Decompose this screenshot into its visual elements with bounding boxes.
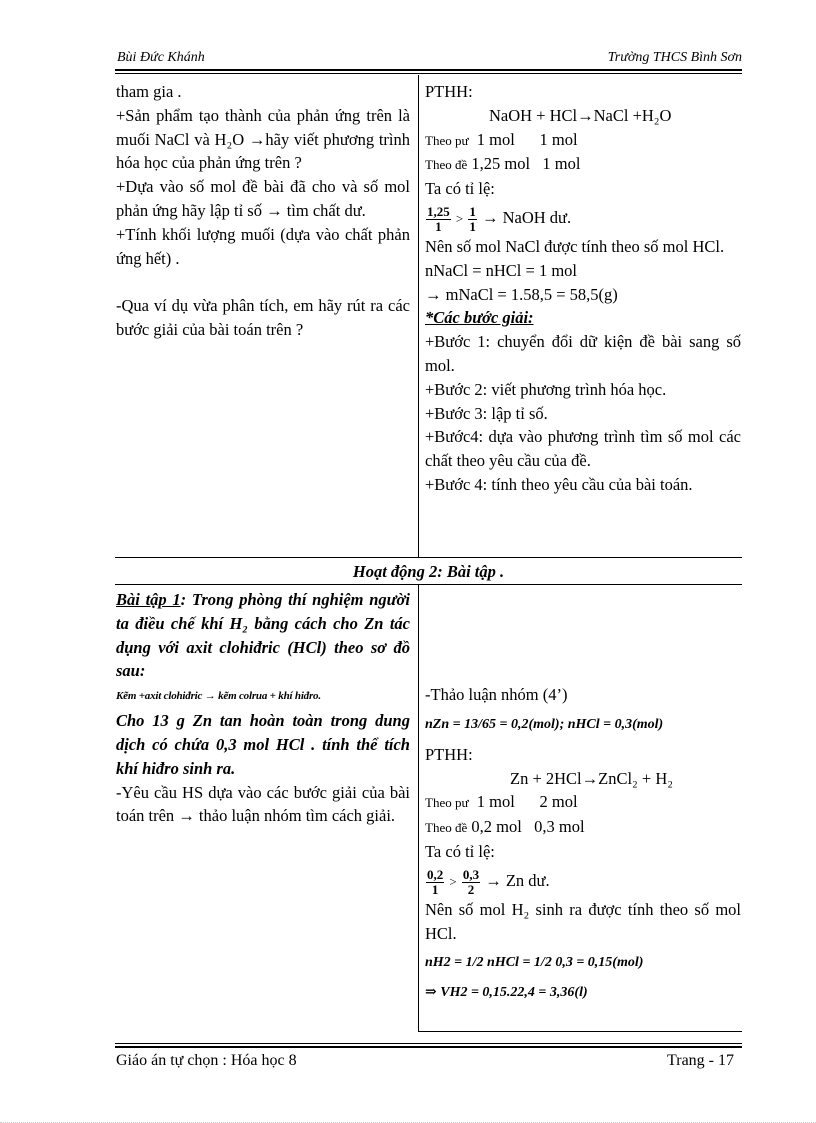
footer-rule-thin (115, 1043, 742, 1044)
instruction: -Yêu cầu HS dựa vào các bước giải của bài toán trên → thảo luận nhóm tìm cách giải. (116, 782, 410, 826)
header-rule (115, 69, 742, 71)
page-number: Trang - 17 (667, 1052, 734, 1069)
header-author: Bùi Đức Khánh (117, 50, 205, 65)
fraction: $\frac{0,3}{2}$ (462, 866, 480, 897)
step-item: +Bước 3: lập tỉ số. (425, 403, 548, 423)
step-item: +Bước 2: viết phương trình hóa học. (425, 379, 667, 399)
activity-title: Hoạt động 2: Bài tập . (352, 562, 505, 581)
row-divider (418, 1031, 742, 1032)
pthh-label: PTHH: (425, 82, 473, 101)
row-divider (115, 557, 742, 558)
ratio-expression (425, 864, 741, 898)
text-line: +Sản phẩm tạo thành của phản ứng trên là muối NaCl và H₂O →hãy viết phương trình hóa học của phản ứng trên ? (116, 105, 410, 173)
moles-line: nZn = 13/65 = 0,2(mol); nHCl = 0,3(mol) (425, 716, 664, 732)
n-line: nNaCl = nHCl = 1 mol (425, 260, 577, 280)
footer-title: Giáo án tự chọn : Hóa học 8 (116, 1052, 297, 1069)
theo-de-values: 0,2 mol 0,3 mol (471, 817, 585, 837)
m-line: → mNaCl = 1.58,5 = 58,5(g) (425, 284, 618, 304)
ratio-intro: Ta có tỉ lệ: (425, 179, 495, 199)
header-school: Trường THCS Bình Sơn (607, 50, 742, 65)
steps-title: *Các bước giải: (425, 308, 534, 328)
ratio-result: → NaOH dư. (481, 207, 572, 227)
ratio-intro: Ta có tỉ lệ: (425, 841, 495, 861)
footer-rule (115, 1046, 742, 1048)
problem-statement: Cho 13 g Zn tan hoàn toàn trong dung dịch có chứa 0,3 mol HCl . tính thể tích khí hiđro sinh ra. (116, 711, 410, 778)
page-header (115, 50, 742, 68)
text-line: tham gia . (116, 82, 182, 101)
column-divider-top (418, 75, 419, 557)
fraction: $\frac{1,25}{1}$ (427, 203, 450, 234)
ratio-expression (425, 201, 741, 235)
gt-sign: > (449, 873, 457, 889)
text-line: +Tính khối lượng muối (dựa vào chất phản ứng hết) . (116, 224, 410, 268)
v-h2-line: ⇒ VH2 = 0,15.22,4 = 3,36(l) (425, 985, 588, 1001)
top-left-cell (116, 80, 410, 342)
theo-pu-label: Theo pư (425, 795, 469, 811)
pthh-label: PTHH: (425, 744, 473, 764)
bottom-right-cell (425, 683, 741, 1005)
gt-sign: > (455, 210, 464, 226)
reaction-scheme: Kẽm +axit clohiđric → kẽm colrua + khí hiđro. (116, 690, 321, 703)
reaction-equation: Zn + 2HCl→ZnCl₂ + H₂ (510, 768, 674, 788)
step-item: +Bước4: dựa vào phương trình tìm số mol các chất theo yêu cầu của đề. (425, 427, 741, 471)
discussion: -Thảo luận nhóm (4’) (425, 685, 568, 704)
bottom-left-cell (116, 588, 410, 828)
step-item: +Bước 4: tính theo yêu cầu của bài toán. (425, 474, 693, 494)
step-item: +Bước 1: chuyển đổi dữ kiện đề bài sang số mol. (425, 332, 741, 375)
theo-pu-values: 1 mol 2 mol (476, 792, 578, 812)
conclusion: Nên số mol H₂ sinh ra được tính theo số mol HCl. (425, 899, 741, 943)
fraction: $\frac{1}{1}$ (469, 203, 476, 234)
ratio-result: → Zn dư. (485, 870, 550, 890)
fraction: $\frac{0,2}{1}$ (427, 866, 444, 897)
text-line: +Dựa vào số mol đề bài đã cho và số mol phản ứng hãy lập tỉ số → tìm chất dư. (116, 177, 410, 220)
exercise-label: Bài tập 1 (116, 590, 181, 609)
theo-pu-values: 1 mol 1 mol (476, 129, 578, 149)
reaction-equation: NaOH + HCl→NaCl +H₂O (489, 105, 672, 125)
column-divider-bottom (418, 584, 419, 1031)
n-h2-line: nH2 = 1/2 nHCl = 1/2 0,3 = 0,15(mol) (425, 955, 644, 971)
row-divider (115, 584, 742, 585)
top-right-cell (425, 80, 741, 497)
theo-de-values: 1,25 mol 1 mol (471, 154, 581, 174)
text-line: -Qua ví dụ vừa phân tích, em hãy rút ra các bước giải của bài toán trên ? (116, 296, 410, 340)
header-rule-thin (115, 73, 742, 74)
conclusion: Nên số mol NaCl được tính theo số mol HCl. (425, 236, 725, 256)
exercise-text: : Trong phòng thí nghiệm người ta điều chế khí H₂ bằng cách cho Zn tác dụng với axit clohiđric (HCl) theo sơ đồ sau: (116, 590, 410, 681)
theo-de-label: Theo đề (425, 157, 468, 173)
theo-pu-label: Theo pư (425, 132, 469, 148)
theo-de-label: Theo đề (425, 820, 468, 836)
